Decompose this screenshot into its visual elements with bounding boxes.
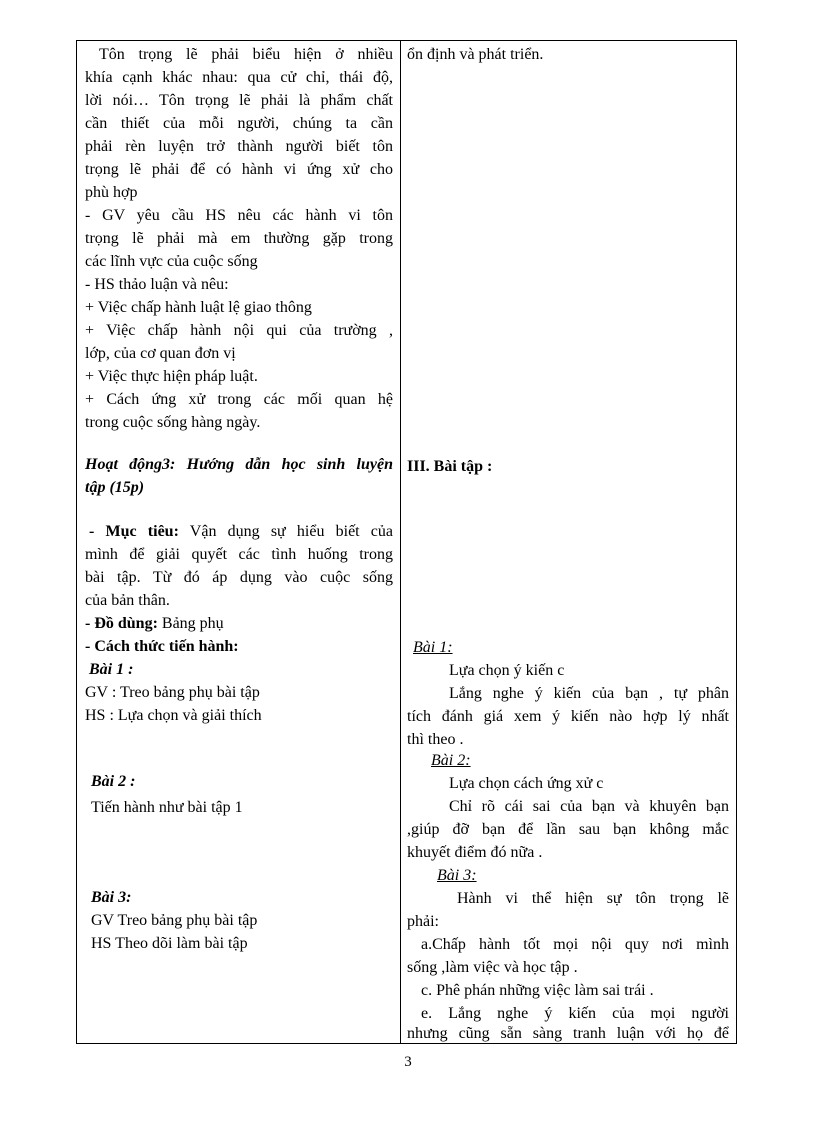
muc-tieu-line bbox=[89, 521, 393, 544]
text-line: ,giúp đỡ bạn để lần sau bạn không mắc bbox=[407, 821, 729, 838]
bai2-title: Bài 2 : bbox=[91, 773, 136, 790]
text-line: ổn định và phát triển. bbox=[407, 46, 544, 63]
text-line: phải: bbox=[407, 913, 439, 930]
text-line: - GV yêu cầu HS nêu các hành vi tôn bbox=[85, 207, 393, 224]
cach-thuc-label: - Cách thức tiến hành: bbox=[85, 638, 239, 655]
activity-heading: Hoạt động3: Hướng dẫn học sinh luyện bbox=[85, 456, 393, 473]
text-line: GV Treo bảng phụ bài tập bbox=[91, 912, 258, 929]
muc-tieu-text: Vận dụng sự hiểu biết của bbox=[178, 523, 394, 540]
text-line: Chỉ rõ cái sai của bạn và khuyên bạn bbox=[449, 798, 729, 815]
text-line: khuyết điểm đó nữa . bbox=[407, 844, 543, 861]
text-line: e. Lắng nghe ý kiến của mọi người bbox=[421, 1005, 729, 1022]
text-line: + Việc thực hiện pháp luật. bbox=[85, 368, 258, 385]
bai3-title: Bài 3: bbox=[91, 889, 132, 906]
text-line: của bản thân. bbox=[85, 592, 170, 609]
text-line: phù hợp bbox=[85, 184, 138, 201]
text-line: Lắng nghe ý kiến của bạn , tự phân bbox=[449, 685, 729, 702]
text-line: + Cách ứng xử trong các mối quan hệ bbox=[85, 391, 393, 408]
text-line: tích đánh giá xem ý kiến nào hợp lý nhất bbox=[407, 708, 729, 725]
bai3-answer-title: Bài 3: bbox=[437, 867, 477, 884]
text-line: Tôn trọng lẽ phải biểu hiện ở nhiều bbox=[99, 46, 393, 63]
section-heading: III. Bài tập : bbox=[407, 458, 493, 475]
lesson-table bbox=[76, 40, 737, 1044]
text-line: sống ,làm việc và học tập . bbox=[407, 959, 578, 976]
text-line: cần thiết của mỗi người, chúng ta cần bbox=[85, 115, 393, 132]
text-line: các lĩnh vực của cuộc sống bbox=[85, 253, 258, 270]
text-line: thì theo . bbox=[407, 731, 464, 748]
do-dung-text: Bảng phụ bbox=[157, 615, 224, 632]
text-line: bài tập. Từ đó áp dụng vào cuộc sống bbox=[85, 569, 393, 586]
text-line: - HS thảo luận và nêu: bbox=[85, 276, 229, 293]
bai2-answer-title: Bài 2: bbox=[431, 752, 471, 769]
column-divider bbox=[400, 41, 401, 1043]
text-line: HS : Lựa chọn và giải thích bbox=[85, 707, 262, 724]
text-line: trọng lẽ phải mà em thường gặp trong bbox=[85, 230, 393, 247]
do-dung-label: - Đồ dùng: bbox=[85, 615, 158, 632]
text-line: a.Chấp hành tốt mọi nội quy nơi mình bbox=[421, 936, 729, 953]
text-line: HS Theo dõi làm bài tập bbox=[91, 935, 248, 952]
text-line: lớp, của cơ quan đơn vị bbox=[85, 345, 236, 362]
text-line: GV : Treo bảng phụ bài tập bbox=[85, 684, 260, 701]
text-line: Lựa chọn ý kiến c bbox=[449, 662, 565, 679]
activity-heading: tập (15p) bbox=[85, 479, 145, 496]
bai1-title: Bài 1 : bbox=[89, 661, 134, 678]
text-line: mình để giải quyết các tình huống trong bbox=[85, 546, 393, 563]
muc-tieu-label: - Mục tiêu: bbox=[89, 523, 179, 540]
text-line: trong cuộc sống hàng ngày. bbox=[85, 414, 261, 431]
text-line: c. Phê phán những việc làm sai trái . bbox=[421, 982, 654, 999]
do-dung-line bbox=[85, 613, 224, 636]
text-line: phải rèn luyện trở thành người biết tôn bbox=[85, 138, 393, 155]
text-line: Hành vi thể hiện sự tôn trọng lẽ bbox=[457, 890, 729, 907]
text-line: Lựa chọn cách ứng xử c bbox=[449, 775, 604, 792]
page-number: 3 bbox=[404, 1054, 412, 1070]
bai1-answer-title: Bài 1: bbox=[413, 639, 453, 656]
text-line: trọng lẽ phải để có hành vi ứng xử cho bbox=[85, 161, 393, 178]
text-line: + Việc chấp hành nội qui của trường , bbox=[85, 322, 393, 339]
text-line: Tiến hành như bài tập 1 bbox=[91, 799, 243, 816]
text-line: + Việc chấp hành luật lệ giao thông bbox=[85, 299, 312, 316]
text-line: nhưng cũng sẵn sàng tranh luận với họ để bbox=[407, 1025, 729, 1042]
text-line: lời nói… Tôn trọng lẽ phải là phẩm chất bbox=[85, 92, 393, 109]
text-line: khía cạnh khác nhau: qua cử chỉ, thái độ, bbox=[85, 69, 393, 86]
